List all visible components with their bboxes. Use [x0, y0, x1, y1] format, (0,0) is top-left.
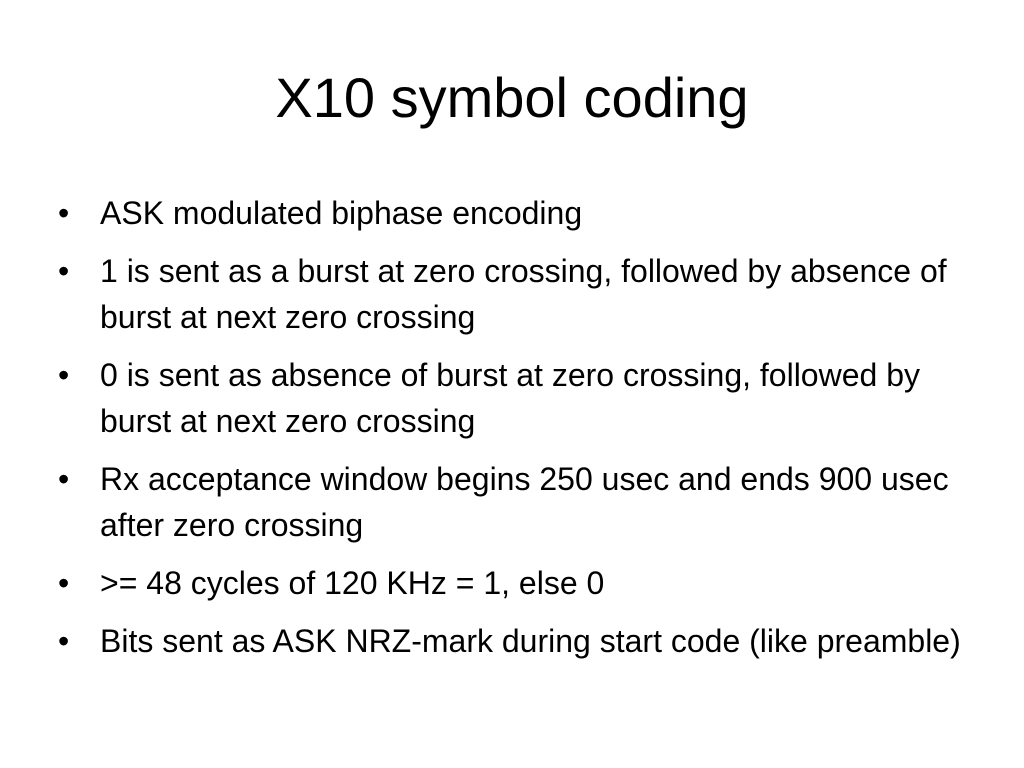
slide-title: X10 symbol coding — [275, 66, 749, 129]
bullet-dot-icon: • — [58, 253, 70, 289]
bullet-item — [58, 560, 978, 606]
bullet-item — [58, 618, 978, 664]
bullet-dot-icon: • — [58, 357, 70, 393]
bullet-item — [58, 456, 978, 548]
bullet-dot-icon: • — [58, 195, 70, 231]
bullet-text: >= 48 cycles of 120 KHz = 1, else 0 — [100, 565, 605, 601]
bullet-text: ASK modulated biphase encoding — [100, 195, 583, 231]
bullet-item — [58, 190, 978, 236]
bullet-item — [58, 248, 978, 340]
bullet-dot-icon: • — [58, 461, 70, 497]
bullet-text: Bits sent as ASK NRZ-mark during start code (like preamble) — [100, 623, 961, 659]
bullet-list — [58, 190, 978, 676]
bullet-item — [58, 352, 978, 444]
bullet-dot-icon: • — [58, 565, 70, 601]
bullet-text: 0 is sent as absence of burst at zero crossing, followed by burst at next zero crossing — [100, 357, 920, 439]
bullet-text: Rx acceptance window begins 250 usec and ends 900 usec after zero crossing — [100, 461, 949, 543]
bullet-text: 1 is sent as a burst at zero crossing, followed by absence of burst at next zero crossing — [100, 253, 947, 335]
bullet-dot-icon: • — [58, 623, 70, 659]
